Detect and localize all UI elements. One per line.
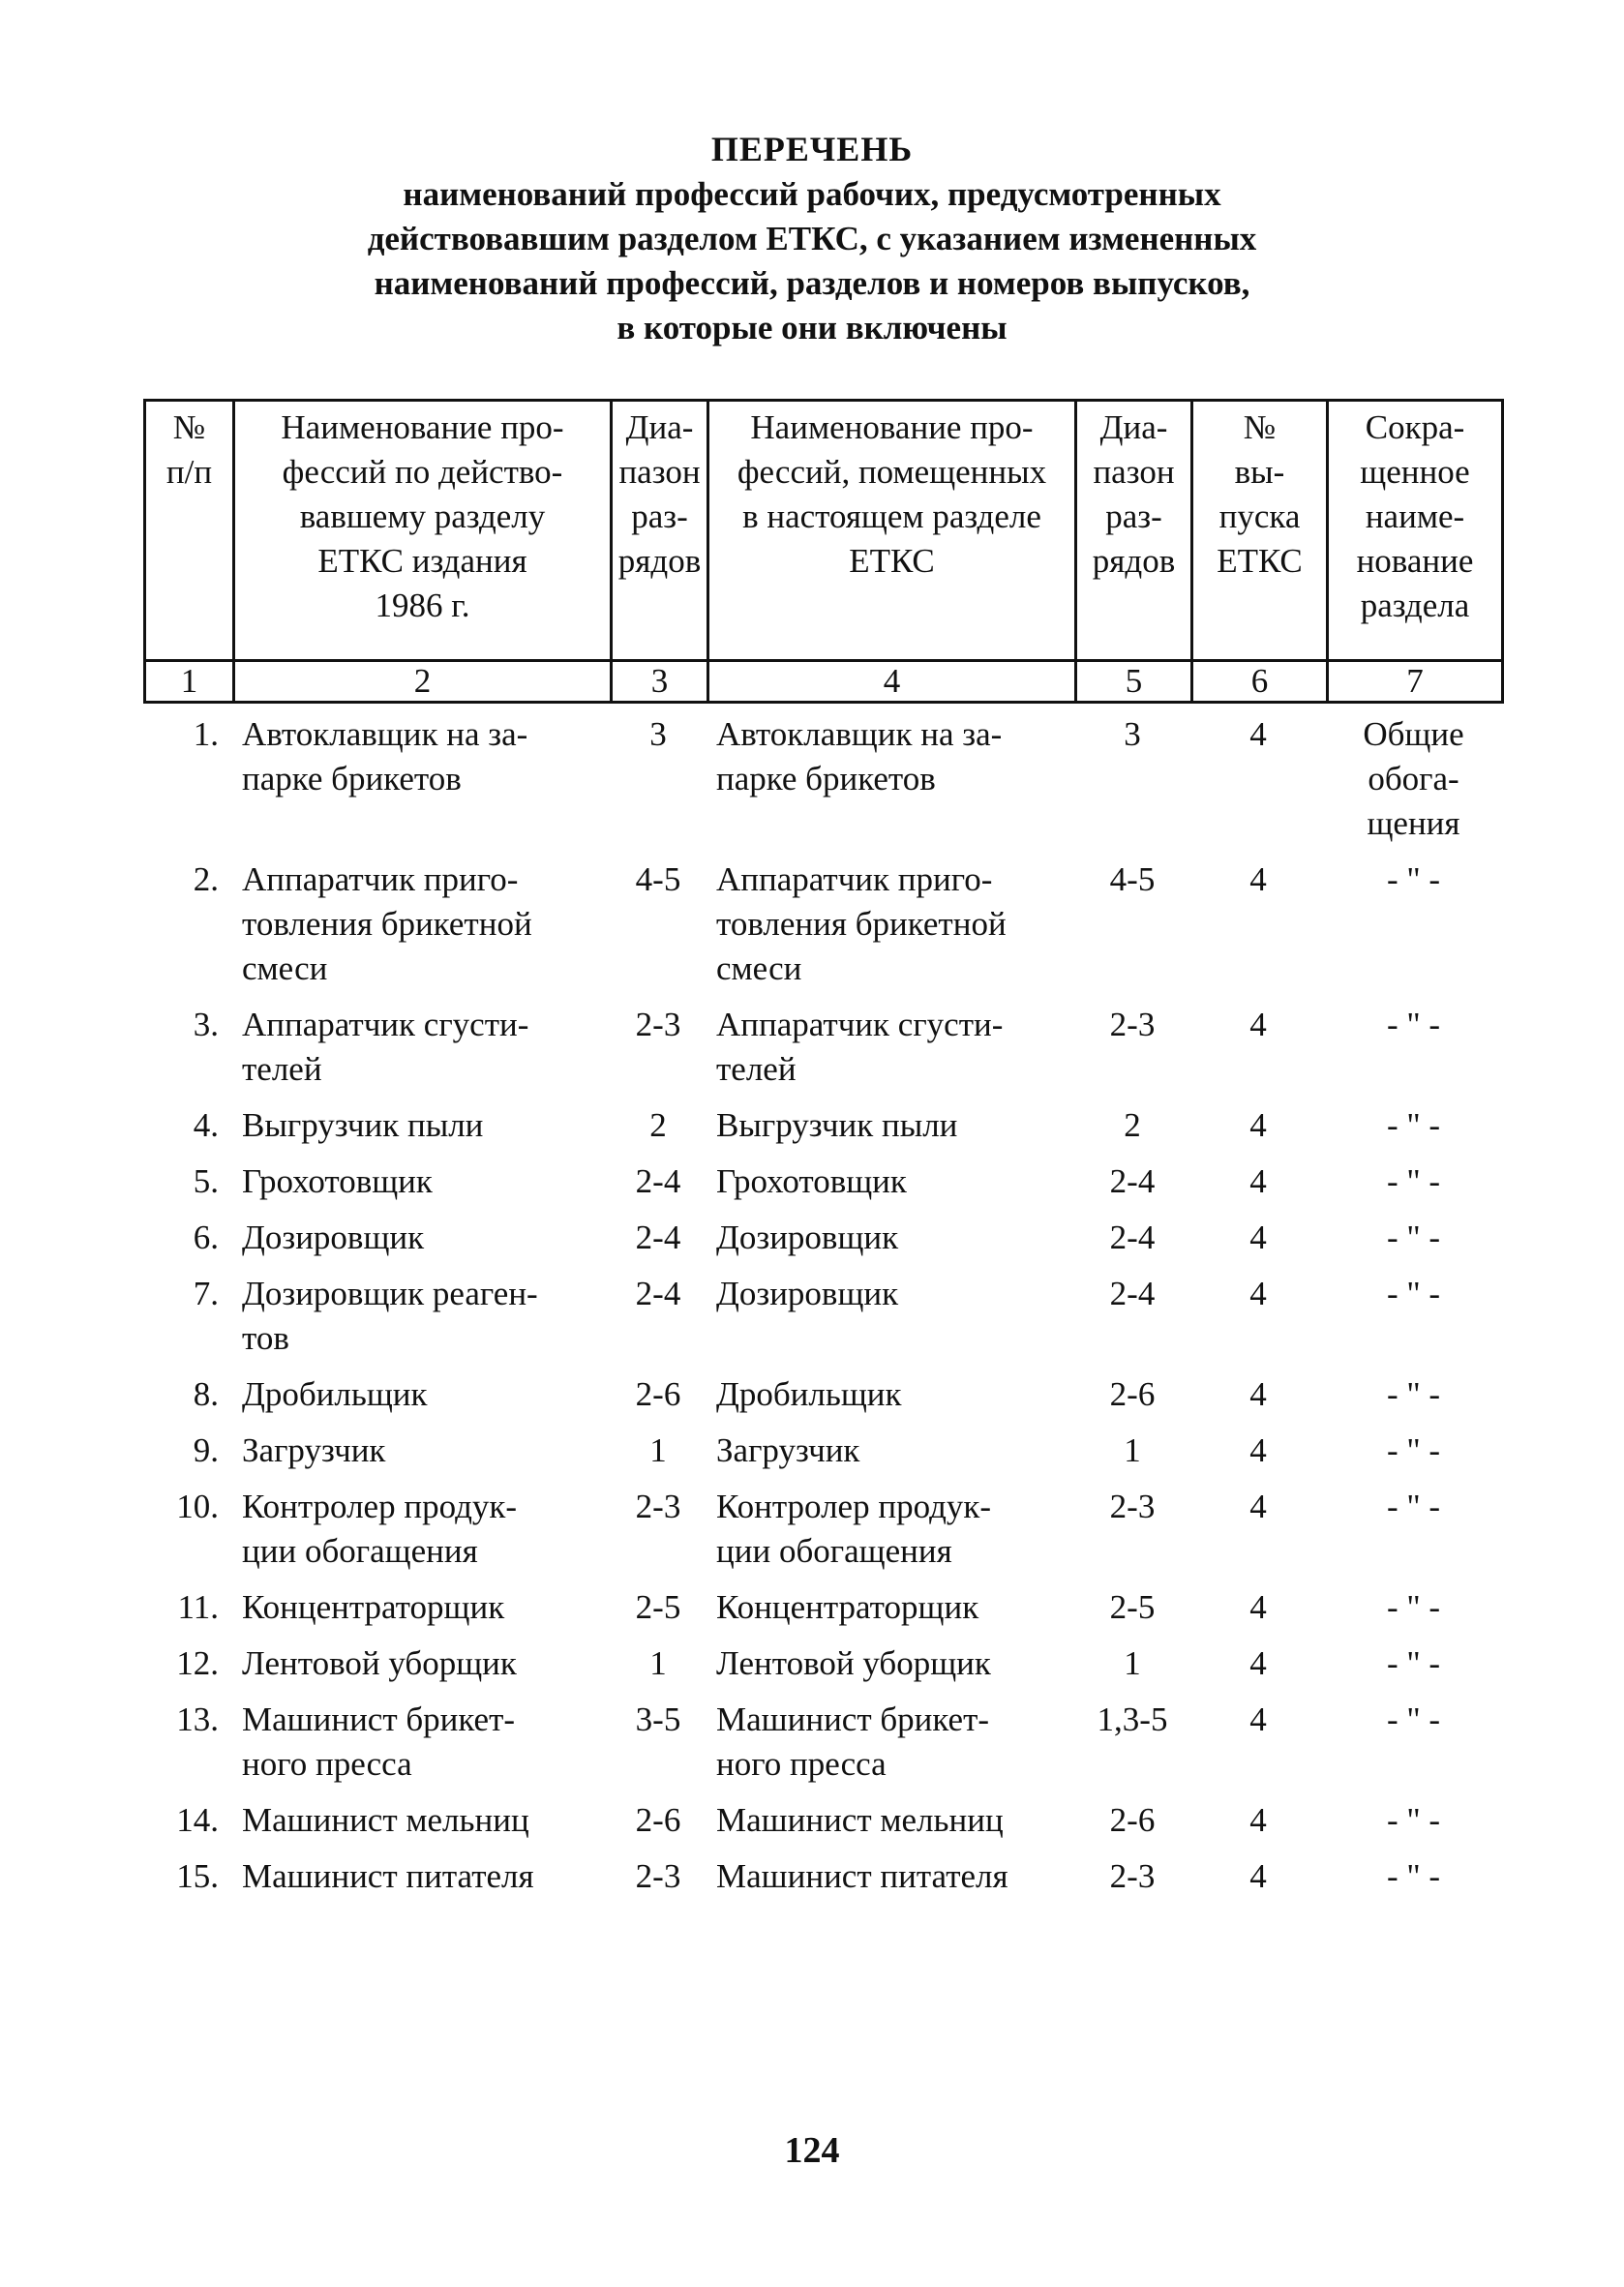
issue-number-cell: 4 [1249,1857,1267,1895]
section-short-name-cell [1326,1103,1501,1159]
section-short-name-cell [1326,1159,1501,1216]
old-grade-range-cell: 2-3 [635,1857,681,1895]
cell-line: - " - [1386,1857,1441,1895]
issue-number-cell: 4 [1249,1162,1267,1200]
cell-line: - " - [1386,1801,1441,1839]
table-row [143,1159,1501,1216]
header-num [145,401,234,661]
new-profession-name-cell [707,1003,1074,1103]
cell-line: Концентраторщик [242,1588,505,1626]
title-main: ПЕРЕЧЕНЬ [710,130,914,168]
old-grade-range-cell: 2-5 [635,1588,681,1626]
cell-line: Наименование про- [281,408,564,446]
cell-line: пазон [1093,453,1175,491]
cell-line: пуска [1218,497,1301,535]
header-old-range [612,401,708,661]
issue-number-cell: 4 [1249,715,1267,753]
new-grade-range-cell: 1,3-5 [1097,1700,1168,1738]
cell-line: Аппаратчик сгусти- [242,1006,529,1043]
old-profession-name-cell [232,1372,610,1429]
cell-line: рядов [1092,542,1176,580]
section-short-name-cell [1326,1798,1501,1854]
cell-line: Машинист питателя [716,1857,1008,1895]
cell-line: Машинист мельниц [242,1801,529,1839]
issue-number-cell: 4 [1249,1488,1267,1525]
new-grade-range-cell: 4-5 [1109,860,1156,898]
new-profession-name-cell [707,712,1074,858]
cell-line: фессий, помещенных [737,453,1047,491]
cell-line: - " - [1386,1644,1441,1682]
table-row [143,1698,1501,1798]
cell-line: ЕТКС [1217,542,1303,580]
cell-line: фессий по действо- [282,453,563,491]
row-number-cell: 9. [193,1431,219,1469]
old-profession-name-cell [232,1003,610,1103]
old-profession-name-cell [232,1854,610,1911]
issue-number-cell: 4 [1249,1588,1267,1626]
cell-line: телей [242,1050,322,1088]
issue-number-cell: 4 [1249,860,1267,898]
table-row [143,1103,1501,1159]
cell-line: Контролер продук- [716,1488,992,1525]
section-short-name-cell [1326,1485,1501,1585]
new-profession-name-cell [707,1698,1074,1798]
cell-line: Общие [1363,715,1464,753]
cell-line: смеси [716,949,802,987]
cell-line: - " - [1386,1431,1441,1469]
table-row [143,1485,1501,1585]
cell-line: № [172,408,206,446]
old-grade-range-cell: 2-4 [635,1162,681,1200]
cell-line: ции обогащения [716,1532,952,1570]
issue-number-cell: 4 [1249,1700,1267,1738]
cell-line: Машинист мельниц [716,1801,1004,1839]
cell-line: Аппаратчик приго- [242,860,519,898]
new-grade-range-cell: 2-6 [1109,1375,1156,1413]
cell-line: Машинист питателя [242,1857,534,1895]
cell-line: тов [242,1319,289,1357]
cell-line: Выгрузчик пыли [242,1106,484,1144]
old-profession-name-cell [232,1585,610,1641]
cell-line: Концентраторщик [716,1588,979,1626]
cell-line: ЕТКС [849,542,935,580]
cell-line: вы- [1234,453,1285,491]
old-grade-range-cell: 4-5 [635,860,681,898]
cell-line: товления брикетной [716,905,1007,943]
old-profession-name-cell [232,1698,610,1798]
header-row [145,401,1503,661]
new-grade-range-cell: 2-3 [1109,1488,1156,1525]
column-number: 5 [1076,661,1192,703]
cell-line: Выгрузчик пыли [716,1106,958,1144]
issue-number-cell: 4 [1249,1219,1267,1256]
old-profession-name-cell [232,858,610,1003]
cell-line: Дозировщик [716,1219,899,1256]
old-grade-range-cell: 2-3 [635,1488,681,1525]
column-number: 2 [234,661,612,703]
table-row [143,1372,1501,1429]
cell-line: ции обогащения [242,1532,478,1570]
cell-line: товления брикетной [242,905,532,943]
cell-line: щенное [1360,453,1470,491]
cell-line: Загрузчик [716,1431,860,1469]
section-short-name-cell [1326,1003,1501,1103]
old-profession-name-cell [232,1641,610,1698]
title-line: действовавшим разделом ЕТКС, с указанием измененных [367,220,1257,257]
cell-line: Машинист брикет- [242,1700,516,1738]
new-grade-range-cell: 2-3 [1109,1006,1156,1043]
cell-line: Сокра- [1365,408,1465,446]
old-grade-range-cell: 2-6 [635,1801,681,1839]
row-number-cell: 6. [193,1219,219,1256]
row-number-cell: 7. [193,1275,219,1312]
old-profession-name-cell [232,1159,610,1216]
new-profession-name-cell [707,1272,1074,1372]
cell-line: Контролер продук- [242,1488,518,1525]
cell-line: пазон [618,453,701,491]
section-short-name-cell [1326,1698,1501,1798]
cell-line: телей [716,1050,797,1088]
new-grade-range-cell: 2-4 [1109,1275,1156,1312]
cell-line: раз- [631,497,688,535]
cell-line: Дозировщик реаген- [242,1275,538,1312]
cell-line: ного пресса [716,1745,887,1783]
cell-line: Дозировщик [716,1275,899,1312]
new-profession-name-cell [707,1854,1074,1911]
cell-line: щения [1367,804,1460,842]
table-header [143,399,1504,704]
new-grade-range-cell: 2 [1124,1106,1141,1144]
cell-line: в настоящем разделе [742,497,1041,535]
header-old-name [234,401,612,661]
cell-line: парке брикетов [716,760,936,797]
row-number-cell: 13. [176,1700,219,1738]
page-number: 124 [784,2130,840,2171]
cell-line: Дробильщик [716,1375,902,1413]
cell-line: рядов [617,542,702,580]
cell-line: - " - [1386,1488,1441,1525]
old-grade-range-cell: 2-3 [635,1006,681,1043]
cell-line: - " - [1386,1588,1441,1626]
cell-line: - " - [1386,1700,1441,1738]
issue-number-cell: 4 [1249,1006,1267,1043]
new-grade-range-cell: 2-4 [1109,1162,1156,1200]
cell-line: - " - [1386,1275,1441,1312]
cell-line: - " - [1386,1375,1441,1413]
new-grade-range-cell: 1 [1124,1644,1141,1682]
section-short-name-cell [1326,1854,1501,1911]
cell-line: - " - [1386,1219,1441,1256]
new-profession-name-cell [707,1485,1074,1585]
table-row [143,712,1501,858]
cell-line: - " - [1386,860,1441,898]
new-grade-range-cell: 3 [1124,715,1141,753]
old-grade-range-cell: 3 [649,715,667,753]
section-short-name-cell [1326,1272,1501,1372]
cell-line: Лентовой уборщик [716,1644,991,1682]
issue-number-cell: 4 [1249,1431,1267,1469]
header-issue [1192,401,1328,661]
column-number: 3 [612,661,708,703]
row-number-cell: 15. [176,1857,219,1895]
new-profession-name-cell [707,1372,1074,1429]
cell-line: раз- [1105,497,1162,535]
cell-line: № [1243,408,1277,446]
row-number-cell: 14. [176,1801,219,1839]
cell-line: ЕТКС издания [317,542,527,580]
section-short-name-cell [1326,858,1501,1003]
old-grade-range-cell: 2-6 [635,1375,681,1413]
old-profession-name-cell [232,1103,610,1159]
row-number-cell: 11. [177,1588,219,1626]
section-short-name-cell [1326,1641,1501,1698]
row-number-cell: 1. [193,715,219,753]
cell-line: Автоклавщик на за- [242,715,528,753]
new-profession-name-cell [707,1103,1074,1159]
cell-line: - " - [1386,1006,1441,1043]
new-profession-name-cell [707,858,1074,1003]
title-line: наименований профессий рабочих, предусмотренных [403,175,1221,213]
cell-line: Машинист брикет- [716,1700,990,1738]
cell-line: Дробильщик [242,1375,428,1413]
section-short-name-cell [1326,1429,1501,1485]
cell-line: наиме- [1365,497,1465,535]
new-grade-range-cell: 2-5 [1109,1588,1156,1626]
new-grade-range-cell: 2-3 [1109,1857,1156,1895]
issue-number-cell: 4 [1249,1644,1267,1682]
row-number-cell: 12. [176,1644,219,1682]
cell-line: ного пресса [242,1745,412,1783]
old-profession-name-cell [232,712,610,858]
cell-line: п/п [165,453,213,491]
old-grade-range-cell: 1 [649,1644,667,1682]
profession-table [143,712,1501,1911]
new-profession-name-cell [707,1585,1074,1641]
cell-line: парке брикетов [242,760,462,797]
new-profession-name-cell [707,1159,1074,1216]
section-short-name-cell [1326,712,1501,858]
cell-line: Автоклавщик на за- [716,715,1003,753]
new-profession-name-cell [707,1429,1074,1485]
old-profession-name-cell [232,1485,610,1585]
row-number-cell: 5. [193,1162,219,1200]
table-row [143,858,1501,1003]
old-grade-range-cell: 2-4 [635,1219,681,1256]
table-row [143,1003,1501,1103]
issue-number-cell: 4 [1249,1275,1267,1312]
new-grade-range-cell: 2-4 [1109,1219,1156,1256]
old-grade-range-cell: 1 [649,1431,667,1469]
cell-line: смеси [242,949,328,987]
section-short-name-cell [1326,1216,1501,1272]
column-number: 7 [1328,661,1503,703]
cell-line: Грохотовщик [242,1162,433,1200]
cell-line: обога- [1368,760,1459,797]
cell-line: - " - [1386,1106,1441,1144]
cell-line: Наименование про- [750,408,1034,446]
cell-line: Лентовой уборщик [242,1644,517,1682]
new-grade-range-cell: 1 [1124,1431,1141,1469]
new-profession-name-cell [707,1798,1074,1854]
document-title [0,126,1624,350]
cell-line: - " - [1386,1162,1441,1200]
table-row [143,1641,1501,1698]
header-new-name [708,401,1076,661]
title-line: в которые они включены [617,309,1007,346]
row-number-cell: 3. [193,1006,219,1043]
new-profession-name-cell [707,1216,1074,1272]
new-grade-range-cell: 2-6 [1109,1801,1156,1839]
old-profession-name-cell [232,1429,610,1485]
section-short-name-cell [1326,1585,1501,1641]
cell-line: вавшему разделу [299,497,546,535]
issue-number-cell: 4 [1249,1375,1267,1413]
row-number-cell: 4. [193,1106,219,1144]
table-row [143,1216,1501,1272]
cell-line: нование [1356,542,1474,580]
issue-number-cell: 4 [1249,1801,1267,1839]
new-profession-name-cell [707,1641,1074,1698]
column-number-row [145,661,1503,703]
issue-number-cell: 4 [1249,1106,1267,1144]
cell-line: 1986 г. [375,587,470,624]
column-number: 1 [145,661,234,703]
cell-line: Грохотовщик [716,1162,907,1200]
old-profession-name-cell [232,1216,610,1272]
row-number-cell: 2. [193,860,219,898]
table-row [143,1585,1501,1641]
cell-line: Дозировщик [242,1219,425,1256]
table-row [143,1272,1501,1372]
cell-line: Загрузчик [242,1431,386,1469]
title-line: наименований профессий, разделов и номеров выпусков, [374,264,1250,302]
old-grade-range-cell: 2 [649,1106,667,1144]
cell-line: Аппаратчик приго- [716,860,993,898]
header-new-range [1076,401,1192,661]
column-number: 6 [1192,661,1328,703]
table-row [143,1429,1501,1485]
header-short-name [1328,401,1503,661]
column-number: 4 [708,661,1076,703]
old-profession-name-cell [232,1798,610,1854]
cell-line: раздела [1360,587,1470,624]
row-number-cell: 10. [176,1488,219,1525]
cell-line: Диа- [1099,408,1168,446]
cell-line: Аппаратчик сгусти- [716,1006,1004,1043]
old-profession-name-cell [232,1272,610,1372]
cell-line: Диа- [625,408,694,446]
row-number-cell: 8. [193,1375,219,1413]
table-row [143,1798,1501,1854]
old-grade-range-cell: 2-4 [635,1275,681,1312]
section-short-name-cell [1326,1372,1501,1429]
table-row [143,1854,1501,1911]
old-grade-range-cell: 3-5 [635,1700,681,1738]
